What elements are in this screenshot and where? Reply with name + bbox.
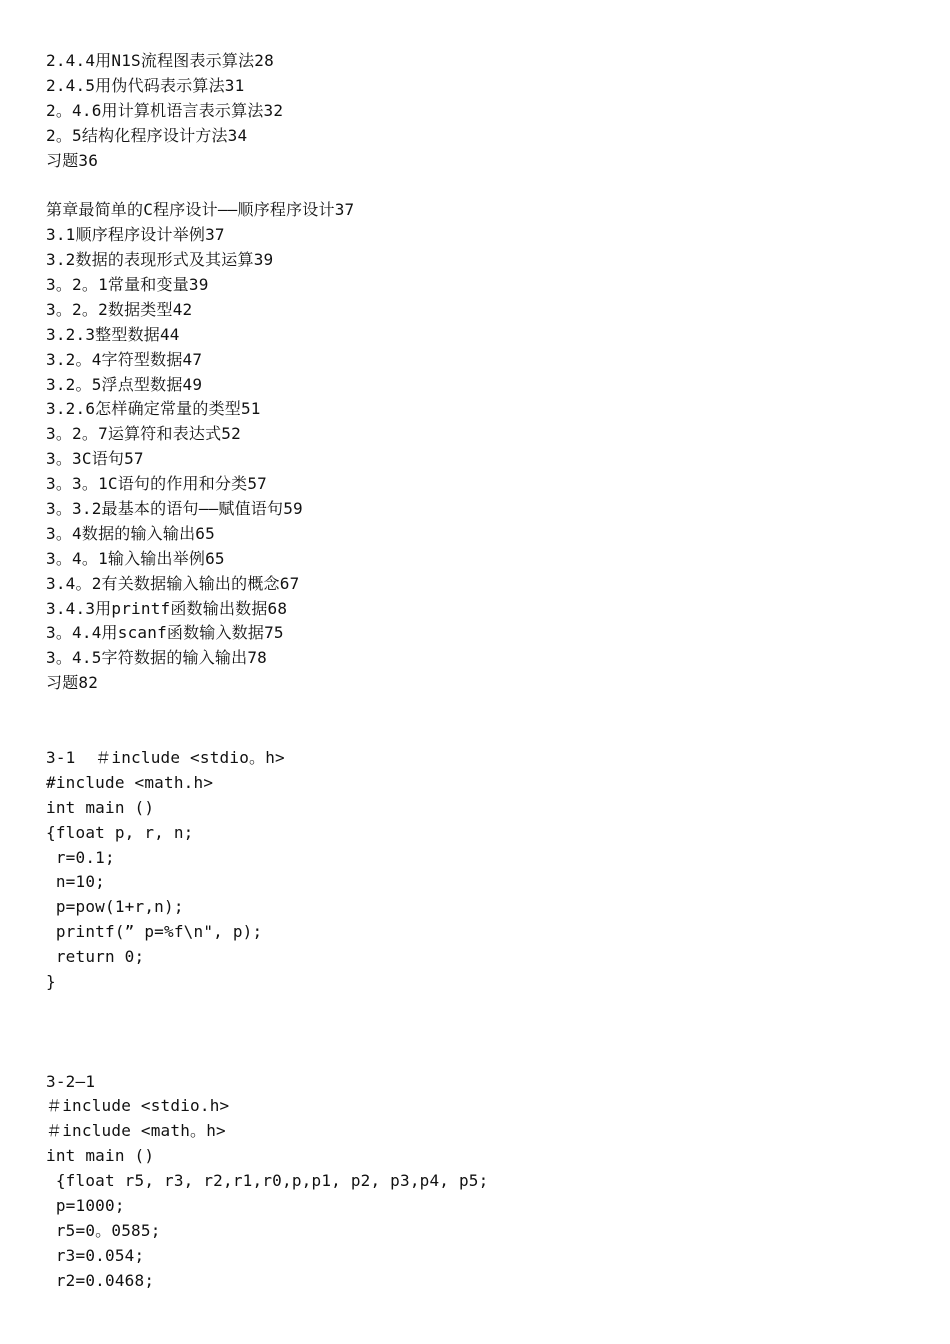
code-line: r5=0。0585; bbox=[46, 1220, 161, 1240]
toc-line: 3。2。1常量和变量39 bbox=[46, 275, 209, 295]
toc-line: 3。4。1输入输出举例65 bbox=[46, 548, 225, 568]
code-line: ＃include <math。h> bbox=[46, 1121, 226, 1141]
code-line: 3-1 ＃include <stdio。h> bbox=[46, 747, 285, 767]
code-line: int main () bbox=[46, 797, 155, 817]
toc-line: 2。4.6用计算机语言表示算法32 bbox=[46, 100, 284, 120]
toc-line: 3.2.3整型数据44 bbox=[46, 324, 180, 344]
toc-line: 3.2。5浮点型数据49 bbox=[46, 374, 203, 394]
toc-line: 3.4。2有关数据输入输出的概念67 bbox=[46, 573, 300, 593]
code-line: printf(” p=%f\n", p); bbox=[46, 922, 263, 942]
spacer bbox=[46, 995, 926, 1070]
code-line: return 0; bbox=[46, 947, 145, 967]
code-line: int main () bbox=[46, 1146, 155, 1166]
code-line: {float r5, r3, r2,r1,r0,p,p1, p2, p3,p4, p5; bbox=[46, 1171, 489, 1191]
spacer bbox=[46, 173, 926, 198]
toc-line: 习题82 bbox=[46, 673, 99, 693]
toc-line: 3.1顺序程序设计举例37 bbox=[46, 225, 225, 245]
code-line: #include <math.h> bbox=[46, 772, 214, 792]
toc-line: 3。4数据的输入输出65 bbox=[46, 523, 215, 543]
toc-line: 习题36 bbox=[46, 150, 99, 170]
document-page bbox=[46, 49, 926, 1294]
toc-line: 3.2数据的表现形式及其运算39 bbox=[46, 250, 274, 270]
toc-line: 3。2。7运算符和表达式52 bbox=[46, 424, 241, 444]
code-line: r2=0.0468; bbox=[46, 1270, 155, 1290]
toc-line: 3。3.2最基本的语句——赋值语句59 bbox=[46, 499, 303, 519]
code-line: 3-2—1 bbox=[46, 1071, 96, 1091]
code-line: p=pow(1+r,n); bbox=[46, 897, 184, 917]
code-line: r3=0.054; bbox=[46, 1245, 145, 1265]
toc-line: 3.4.3用printf函数输出数据68 bbox=[46, 598, 288, 618]
toc-line: 2。5结构化程序设计方法34 bbox=[46, 125, 248, 145]
toc-line: 2.4.4用N1S流程图表示算法28 bbox=[46, 51, 274, 70]
toc-section-2 bbox=[46, 49, 926, 173]
toc-line: 3.2.6怎样确定常量的类型51 bbox=[46, 399, 261, 419]
code-line: p=1000; bbox=[46, 1196, 125, 1215]
toc-line: 3。4.5字符数据的输入输出78 bbox=[46, 648, 267, 668]
toc-section-3 bbox=[46, 198, 926, 696]
toc-chapter-title: 第章最简单的C程序设计——顺序程序设计37 bbox=[46, 200, 355, 220]
code-block-3-2-1 bbox=[46, 1070, 926, 1294]
code-block-3-1 bbox=[46, 746, 926, 995]
code-line: {float p, r, n; bbox=[46, 822, 194, 842]
toc-line: 2.4.5用伪代码表示算法31 bbox=[46, 75, 245, 95]
toc-line: 3。3。1C语句的作用和分类57 bbox=[46, 474, 267, 494]
toc-line: 3.2。4字符型数据47 bbox=[46, 349, 203, 369]
toc-line: 3。4.4用scanf函数输入数据75 bbox=[46, 623, 284, 643]
code-line: ＃include <stdio.h> bbox=[46, 1096, 230, 1116]
code-line: r=0.1; bbox=[46, 847, 115, 867]
code-line: } bbox=[46, 971, 56, 991]
toc-line: 3。2。2数据类型42 bbox=[46, 299, 193, 319]
toc-line: 3。3C语句57 bbox=[46, 449, 144, 469]
spacer bbox=[46, 696, 926, 746]
code-line: n=10; bbox=[46, 872, 105, 892]
